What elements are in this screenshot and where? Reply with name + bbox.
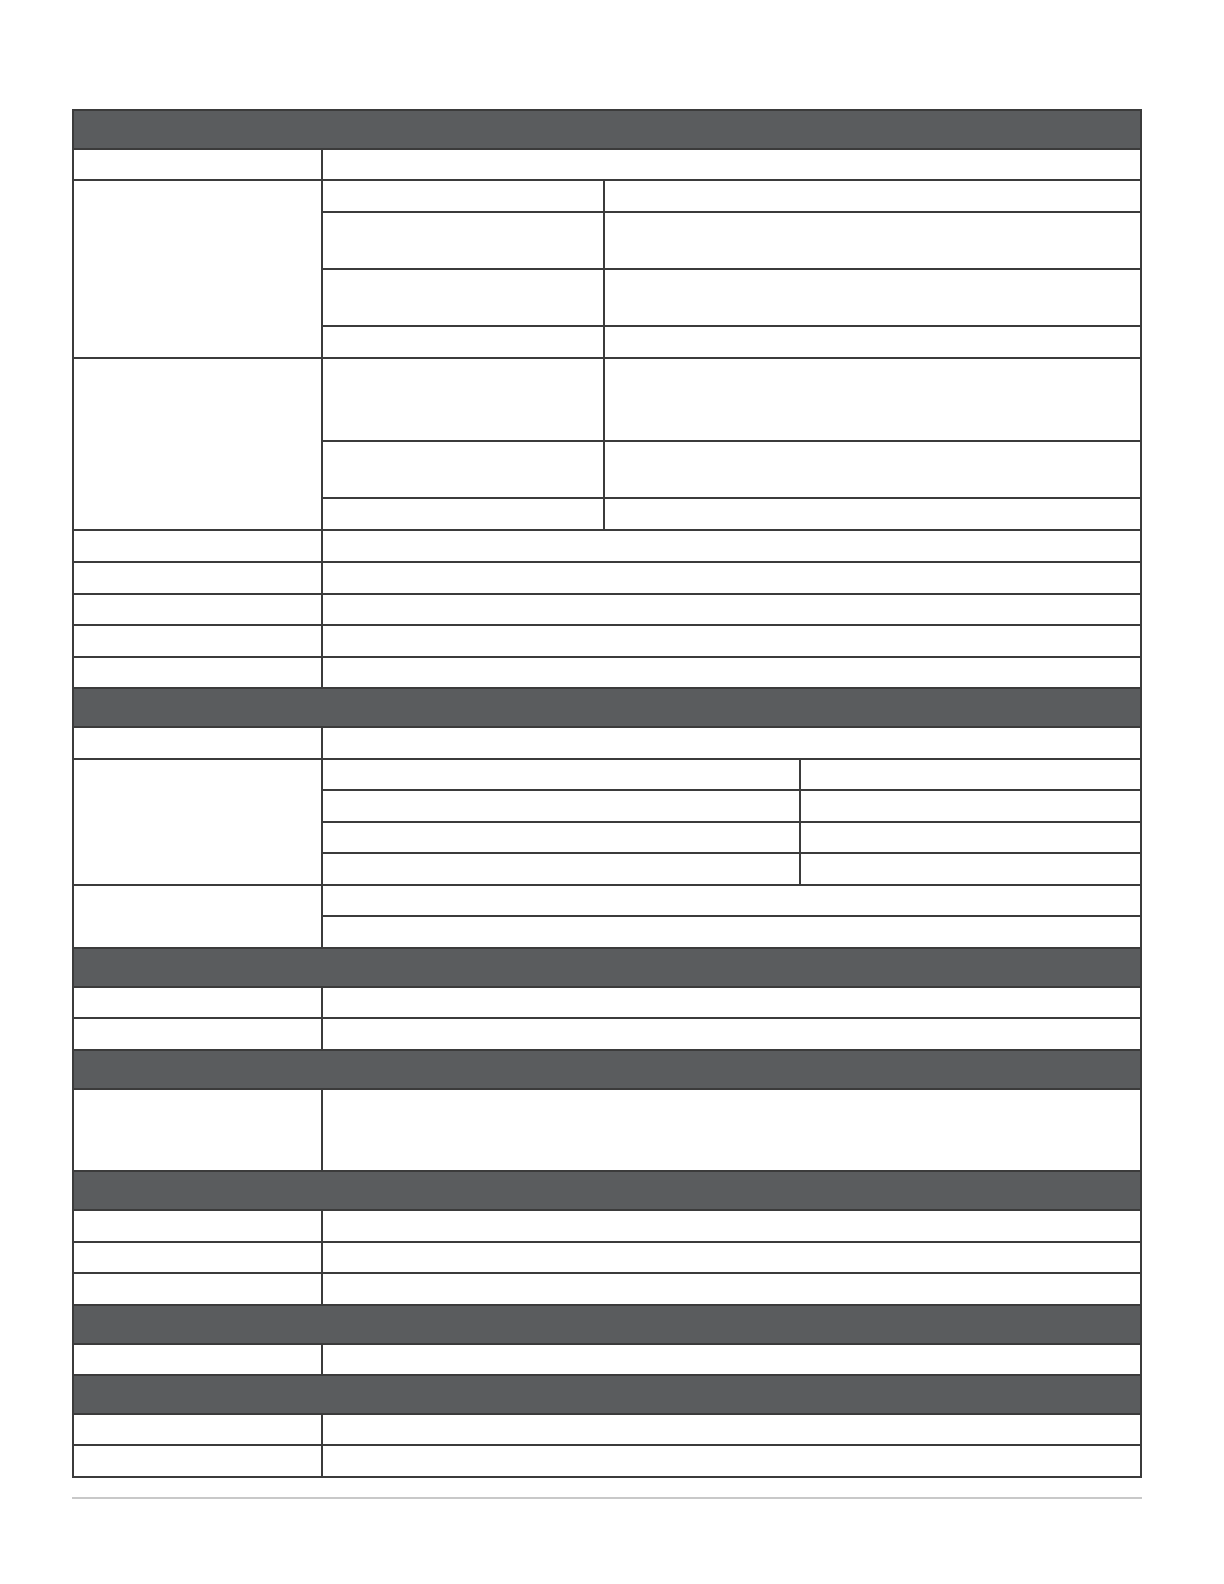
sub-value-text (801, 823, 1140, 831)
row-label-text (74, 988, 321, 996)
sub-value-text (801, 791, 1140, 799)
row-value-text (323, 150, 1140, 158)
row-value-text (323, 563, 1140, 571)
row-value-text (323, 917, 1140, 925)
sub-label (321, 852, 801, 886)
row-label (72, 884, 323, 949)
row-label (72, 656, 323, 689)
row-label (72, 624, 323, 658)
sub-label (321, 758, 801, 791)
sub-value-text (605, 327, 1140, 335)
row-label-text (74, 760, 321, 768)
sub-label (321, 789, 801, 823)
row-value (321, 529, 1142, 563)
row-value-text (323, 1345, 1140, 1353)
sub-value (603, 325, 1142, 359)
row-value (321, 915, 1142, 949)
row-value-text (323, 595, 1140, 603)
row-value (321, 1241, 1142, 1274)
row-label-text (74, 626, 321, 634)
row-value (321, 1343, 1142, 1376)
sub-value (603, 211, 1142, 270)
row-label-text (74, 150, 321, 158)
sub-label-text (323, 327, 603, 335)
row-value (321, 624, 1142, 658)
sub-value-text (605, 181, 1140, 189)
section-header-text (74, 1306, 1140, 1314)
section-header-text (74, 1172, 1140, 1180)
sub-value-text (605, 359, 1140, 367)
row-value-text (323, 1211, 1140, 1219)
sub-label-text (323, 442, 603, 450)
row-value (321, 986, 1142, 1019)
section-header (72, 1170, 1142, 1211)
row-label (72, 1343, 323, 1376)
row-label-text (74, 359, 321, 367)
row-label-text (74, 886, 321, 894)
row-label-text (74, 1090, 321, 1098)
row-value-text (323, 658, 1140, 666)
row-label-text (74, 1019, 321, 1027)
row-value (321, 1209, 1142, 1243)
sub-label-text (323, 760, 799, 768)
section-header (72, 687, 1142, 728)
sub-value (799, 852, 1142, 886)
row-label-text (74, 1243, 321, 1251)
sub-value (799, 821, 1142, 854)
row-label (72, 986, 323, 1019)
row-label-text (74, 1446, 321, 1454)
row-label (72, 1241, 323, 1274)
section-header-text (74, 689, 1140, 697)
row-label-text (74, 1345, 321, 1353)
sub-label (321, 179, 605, 213)
row-value-text (323, 728, 1140, 736)
sub-value-text (801, 760, 1140, 768)
row-label-text (74, 563, 321, 571)
section-header (72, 947, 1142, 988)
sub-label (321, 357, 605, 442)
row-value (321, 1413, 1142, 1446)
row-value (321, 884, 1142, 917)
sub-value-text (605, 270, 1140, 278)
row-label (72, 593, 323, 626)
spec-table (72, 109, 1142, 1475)
sub-label-text (323, 499, 603, 507)
row-label (72, 1209, 323, 1243)
row-value (321, 1444, 1142, 1478)
row-value-text (323, 626, 1140, 634)
section-header (72, 109, 1142, 150)
section-header-text (74, 1051, 1140, 1059)
sub-label-text (323, 181, 603, 189)
sub-label-text (323, 213, 603, 221)
sub-label (321, 268, 605, 327)
sub-label-text (323, 359, 603, 367)
row-label (72, 561, 323, 595)
row-value-text (323, 1019, 1140, 1027)
row-label-text (74, 1211, 321, 1219)
row-label (72, 357, 323, 531)
row-value-text (323, 1090, 1140, 1098)
sub-label-text (323, 854, 799, 862)
sub-value-text (605, 499, 1140, 507)
sub-label-text (323, 823, 799, 831)
row-label (72, 1444, 323, 1478)
sub-value (603, 179, 1142, 213)
row-label (72, 1017, 323, 1051)
row-value-text (323, 1274, 1140, 1282)
section-header (72, 1304, 1142, 1345)
row-value (321, 1088, 1142, 1172)
row-value (321, 726, 1142, 760)
sub-value-text (605, 213, 1140, 221)
sub-label (321, 211, 605, 270)
sub-value-text (801, 854, 1140, 862)
row-value-text (323, 1446, 1140, 1454)
sub-value (603, 440, 1142, 499)
sub-label (321, 325, 605, 359)
sub-label-text (323, 791, 799, 799)
row-label-text (74, 1415, 321, 1423)
row-label (72, 1272, 323, 1306)
sub-value (603, 357, 1142, 442)
row-label (72, 148, 323, 181)
row-label (72, 529, 323, 563)
row-value-text (323, 1243, 1140, 1251)
sub-value (603, 268, 1142, 327)
sub-value (603, 497, 1142, 531)
section-header-text (74, 1376, 1140, 1384)
sub-value (799, 789, 1142, 823)
sub-value-text (605, 442, 1140, 450)
row-value (321, 148, 1142, 181)
sub-label (321, 821, 801, 854)
row-label (72, 179, 323, 359)
row-value (321, 561, 1142, 595)
row-label-text (74, 658, 321, 666)
row-value (321, 1272, 1142, 1306)
section-header-text (74, 949, 1140, 957)
row-label-text (74, 181, 321, 189)
row-value (321, 1017, 1142, 1051)
row-label-text (74, 531, 321, 539)
sub-value (799, 758, 1142, 791)
section-header (72, 1374, 1142, 1415)
sub-label (321, 440, 605, 499)
row-value (321, 593, 1142, 626)
row-label (72, 726, 323, 760)
section-header-text (74, 111, 1140, 119)
footer-rule (72, 1497, 1142, 1499)
row-label-text (74, 595, 321, 603)
row-label (72, 1413, 323, 1446)
sub-label-text (323, 270, 603, 278)
row-label (72, 1088, 323, 1172)
row-value-text (323, 988, 1140, 996)
row-label-text (74, 1274, 321, 1282)
row-value-text (323, 531, 1140, 539)
sub-label (321, 497, 605, 531)
section-header (72, 1049, 1142, 1090)
row-label-text (74, 728, 321, 736)
row-value (321, 656, 1142, 689)
row-value-text (323, 886, 1140, 894)
row-value-text (323, 1415, 1140, 1423)
row-label (72, 758, 323, 886)
